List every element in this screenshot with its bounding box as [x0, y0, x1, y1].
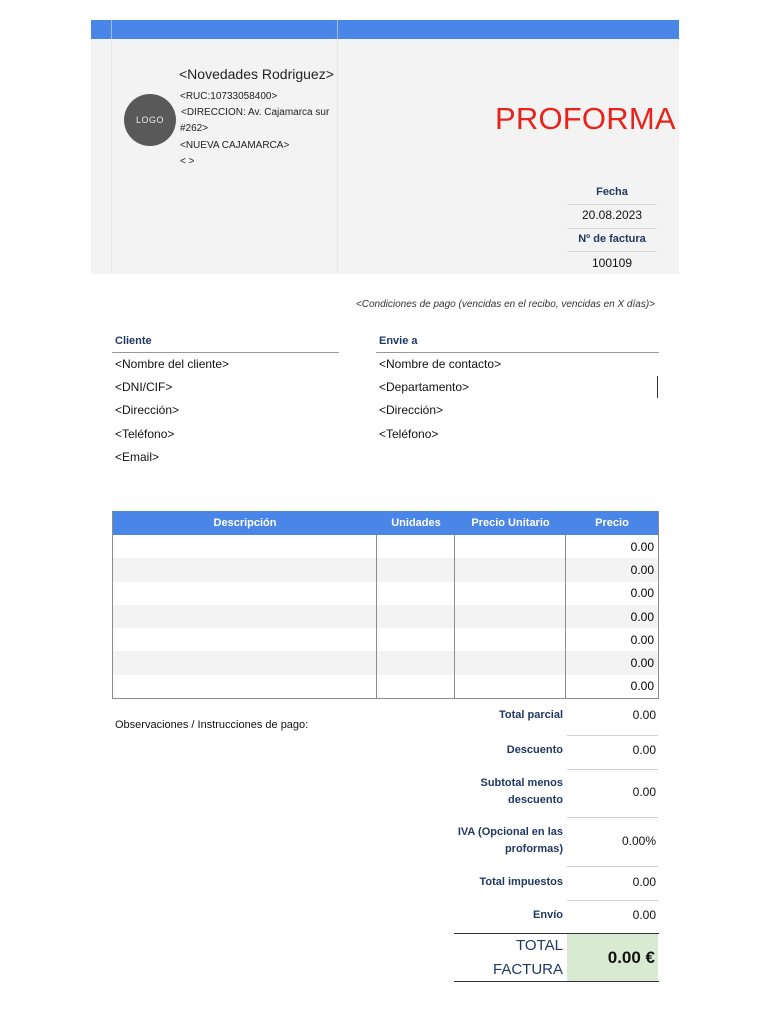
header-divider [337, 39, 338, 274]
table-row[interactable] [113, 675, 658, 698]
company-address-line2: #262> [180, 123, 209, 134]
unit-price-cell[interactable] [455, 535, 566, 558]
total-bottom-rule [454, 981, 659, 982]
subtotal-less-discount-value[interactable]: 0.00 [632, 785, 656, 799]
company-city: <NUEVA CAJAMARCA> [180, 140, 290, 151]
table-row[interactable] [113, 605, 658, 628]
discount-value[interactable]: 0.00 [632, 743, 656, 757]
price-cell[interactable]: 0.00 [630, 679, 654, 694]
iva-label-line2: proformas) [504, 843, 563, 855]
table-row[interactable] [113, 535, 658, 558]
ship-to-divider [376, 352, 659, 353]
subtotal-label: Total parcial [499, 709, 563, 721]
document-title: PROFORMA [495, 101, 676, 136]
description-cell[interactable] [113, 535, 377, 558]
unit-price-cell[interactable] [455, 675, 566, 698]
description-cell[interactable] [113, 651, 377, 674]
client-name[interactable]: <Nombre del cliente> [115, 357, 230, 371]
price-cell[interactable]: 0.00 [630, 656, 654, 671]
description-cell[interactable] [113, 605, 377, 628]
column-header-units[interactable]: Unidades [391, 517, 441, 529]
total-label [470, 934, 563, 982]
price-cell[interactable]: 0.00 [630, 586, 654, 601]
observations-label: Observaciones / Instrucciones de pago: [115, 719, 309, 731]
total-value-box[interactable] [567, 934, 658, 981]
unit-price-cell[interactable] [455, 628, 566, 651]
total-label-line1: TOTAL [516, 937, 563, 954]
unit-price-cell[interactable] [455, 605, 566, 628]
price-cell[interactable]: 0.00 [630, 539, 654, 554]
client-section-title: Cliente [115, 335, 152, 347]
iva-label-line1: IVA (Opcional en las [457, 826, 563, 838]
units-cell[interactable] [377, 628, 455, 651]
summary-divider [567, 735, 658, 736]
taxes-label: Total impuestos [479, 876, 563, 888]
units-cell[interactable] [377, 605, 455, 628]
unit-price-cell[interactable] [455, 582, 566, 605]
subtotal-less-discount-label-line1: Subtotal menos [480, 777, 563, 789]
unit-price-cell[interactable] [455, 651, 566, 674]
items-table-header [113, 511, 658, 535]
header-strip [91, 20, 679, 39]
iva-value[interactable]: 0.00% [621, 834, 656, 848]
units-cell[interactable] [377, 558, 455, 581]
summary-divider [567, 900, 658, 901]
invoice-number-label: Nº de factura [578, 233, 646, 245]
subtotal-value[interactable]: 0.00 [632, 708, 656, 722]
company-extra: < > [180, 156, 195, 167]
column-header-price[interactable]: Precio [595, 517, 629, 529]
date-label: Fecha [596, 186, 628, 198]
invoice-divider [567, 251, 657, 252]
column-header-unit-price[interactable]: Precio Unitario [471, 517, 550, 529]
table-row[interactable] [113, 651, 658, 674]
date-divider [567, 228, 657, 229]
discount-label: Descuento [506, 744, 563, 756]
header-divider [111, 39, 112, 274]
price-cell[interactable]: 0.00 [630, 562, 654, 577]
table-row[interactable] [113, 628, 658, 651]
units-cell[interactable] [377, 582, 455, 605]
shipping-value[interactable]: 0.00 [632, 908, 656, 922]
unit-price-cell[interactable] [455, 558, 566, 581]
date-divider [567, 204, 657, 205]
company-name: <Novedades Rodriguez> [179, 66, 334, 82]
price-cell[interactable]: 0.00 [630, 609, 654, 624]
description-cell[interactable] [113, 582, 377, 605]
text-cursor [657, 376, 658, 398]
company-logo: LOGO [124, 94, 176, 146]
taxes-value[interactable]: 0.00 [632, 875, 656, 889]
client-address[interactable]: <Dirección> [115, 403, 180, 417]
ship-to-address[interactable]: <Dirección> [379, 403, 444, 417]
total-value: 0.00 € [607, 947, 655, 967]
units-cell[interactable] [377, 651, 455, 674]
shipping-label: Envío [533, 909, 563, 921]
summary-divider [567, 817, 658, 818]
summary-divider [567, 866, 658, 867]
ship-to-section-title: Envie a [379, 335, 418, 347]
price-cell[interactable]: 0.00 [630, 632, 654, 647]
description-cell[interactable] [113, 675, 377, 698]
ship-to-contact[interactable]: <Nombre de contacto> [379, 357, 502, 371]
client-phone[interactable]: <Teléfono> [115, 427, 175, 441]
summary-divider [567, 769, 658, 770]
items-table [112, 511, 659, 699]
payment-conditions[interactable]: <Condiciones de pago (vencidas en el recibo, vencidas en X días)> [355, 299, 655, 310]
invoice-number-value[interactable]: 100109 [591, 256, 633, 270]
table-row[interactable] [113, 582, 658, 605]
client-divider [112, 352, 339, 353]
company-address-line1: <DIRECCION: Av. Cajamarca sur [181, 107, 330, 118]
total-label-line2: FACTURA [492, 961, 563, 978]
client-dni[interactable]: <DNI/CIF> [115, 380, 173, 394]
ship-to-department[interactable]: <Departamento> [379, 380, 470, 394]
units-cell[interactable] [377, 535, 455, 558]
units-cell[interactable] [377, 675, 455, 698]
company-ruc: <RUC:10733058400> [180, 91, 278, 102]
description-cell[interactable] [113, 558, 377, 581]
description-cell[interactable] [113, 628, 377, 651]
date-value[interactable]: 20.08.2023 [581, 208, 643, 222]
client-email[interactable]: <Email> [115, 450, 160, 464]
ship-to-phone[interactable]: <Teléfono> [379, 427, 439, 441]
table-row[interactable] [113, 558, 658, 581]
column-header-description[interactable]: Descripción [213, 517, 277, 529]
subtotal-less-discount-label-line2: descuento [507, 794, 563, 806]
